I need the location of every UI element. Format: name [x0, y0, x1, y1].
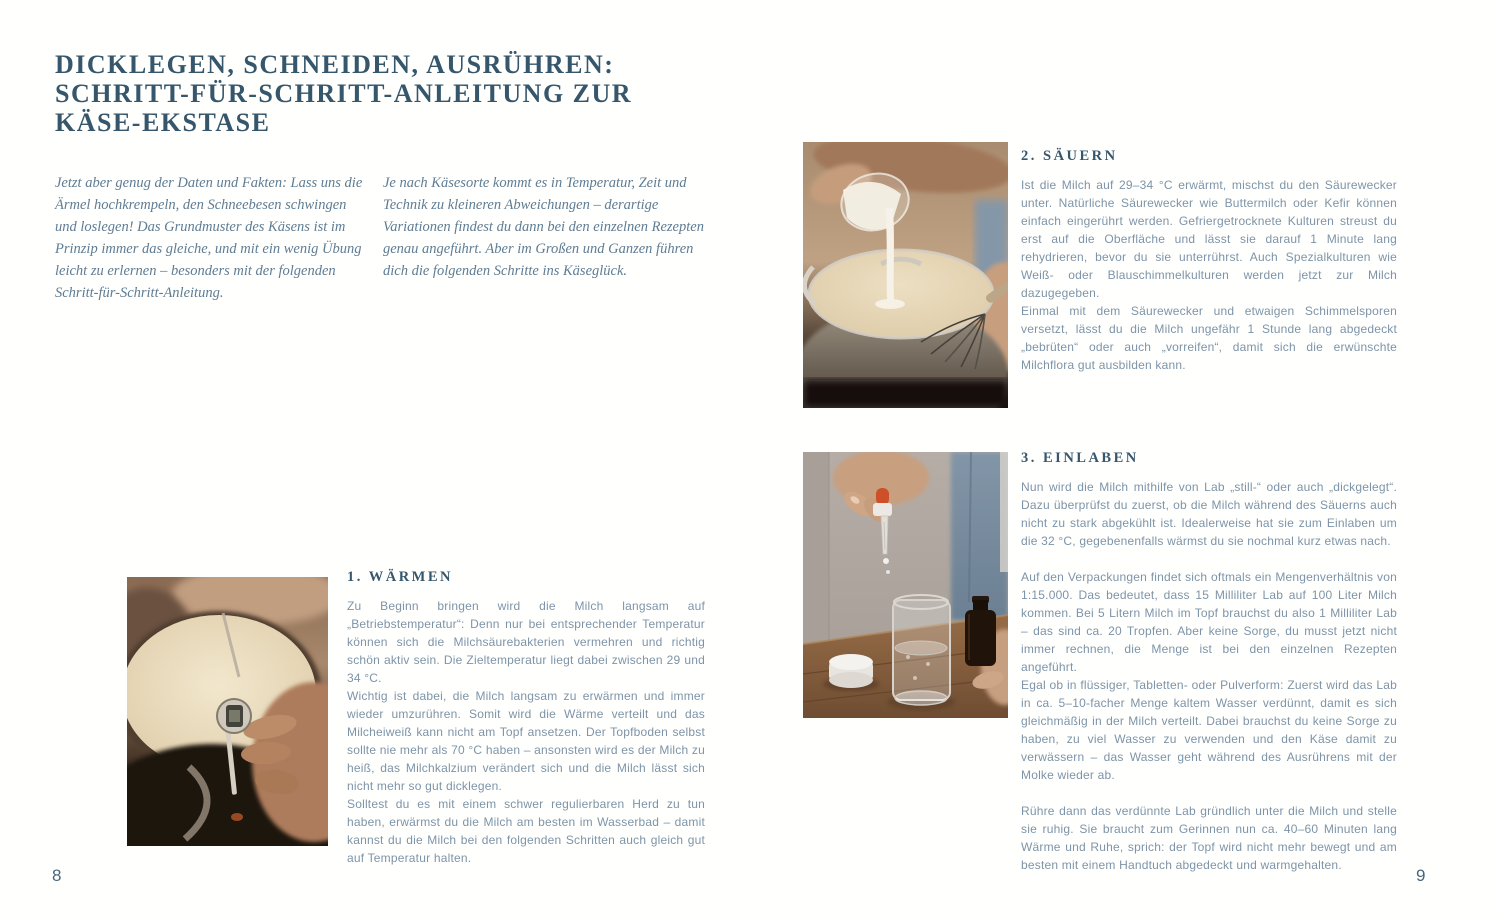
section-body-saeuern [1021, 176, 1397, 374]
section-heading-einlaben: 3. EINLABEN [1021, 450, 1139, 466]
page-title [55, 50, 632, 137]
page-title-line-1: DICKLEGEN, SCHNEIDEN, AUSRÜHREN: [55, 50, 615, 79]
photo-milk-thermometer-art [127, 577, 328, 846]
section-heading-waermen: 1. WÄRMEN [347, 569, 454, 585]
section-body-einlaben [1021, 478, 1397, 874]
paragraph: Solltest du es mit einem schwer regulierbaren Herd zu tun haben, erwärmst du die Milch am besten im Wasserbad – damit kannst du die Milch bei den folgenden Schritten auch gleich gut auf Temperatur halten. [347, 797, 705, 865]
photo-pouring-milk-art [803, 142, 1008, 408]
intro-column-right: Je nach Käsesorte kommt es in Temperatur, Zeit und Technik zu kleineren Abweichungen – derartige Variationen findest du dann bei den einzelnen Rezepten genau angeführt. Aber im Großen und Ganzen führen dich die folgenden Schritte ins Käseglück. [383, 175, 704, 279]
paragraph: Wichtig ist dabei, die Milch langsam zu erwärmen und immer wieder umzurühren. Somit wird die Wärme verteilt und das Milcheiweiß kann nicht am Topf ansetzen. Der Topfboden selbst sollte nie mehr als 70 °C haben – ansonsten wird es der Milch zu heiß, das Milchkalzium verändert sich und die Milch lässt sich nicht mehr so gut dicklegen. [347, 689, 705, 793]
photo-rennet-dropper-art [803, 452, 1008, 718]
paragraph: Nun wird die Milch mithilfe von Lab „still-“ oder auch „dickgelegt“. Dazu überprüfst du zuerst, ob die Milch während des Säuerns auch nicht zu stark abgekühlt ist. Idealerweise hat sie zum Einlaben um die 32 °C, gegebenenfalls wärmst du sie nochmal kurz etwas nach. [1021, 480, 1397, 548]
page-title-line-2: SCHRITT-FÜR-SCHRITT-ANLEITUNG ZUR [55, 79, 633, 108]
paragraph: Auf den Verpackungen findet sich oftmals ein Mengenverhältnis von 1:15.000. Das bedeutet, dass 15 Milliliter Lab auf 100 Liter Milch kommen. Bei 5 Litern Milch im Topf brauchst du also 1 Milliliter Lab – das sind ca. 20 Tropfen. Aber keine Sorge, du musst jetzt nicht immer rechnen, die Menge ist bei den einzelnen Rezepten angeführt. [1021, 570, 1397, 674]
photo-pouring-milk [803, 142, 1008, 408]
section-heading-saeuern: 2. SÄUERN [1021, 148, 1118, 164]
photo-milk-thermometer [127, 577, 328, 846]
photo-rennet-dropper [803, 452, 1008, 718]
paragraph: Egal ob in flüssiger, Tabletten- oder Pulverform: Zuerst wird das Lab in ca. 5–10-facher Menge kaltem Wasser verdünnt, damit es sich gleichmäßig in der Milch verteilt. Dabei brauchst du keine Sorge zu haben, zu viel Wasser zu verwenden und den Käse damit zu verwässern – das Wasser geht während des Ausrührens mit der Molke wieder ab. [1021, 678, 1397, 782]
section-body-waermen [347, 597, 705, 867]
page-number-left: 8 [52, 866, 62, 885]
paragraph: Zu Beginn bringen wird die Milch langsam auf „Betriebstemperatur“: Denn nur bei entsprechender Temperatur können sich die Milchsäurebakterien vermehren und richtig schön aktiv sein. Die Zieltemperatur liegt dabei zwischen 29 und 34 °C. [347, 599, 705, 685]
intro-column-left: Jetzt aber genug der Daten und Fakten: Lass uns die Ärmel hochkrempeln, den Schneebesen schwingen und loslegen! Das Grundmuster des Käsens ist im Prinzip immer das gleiche, und mit ein wenig Übung leicht zu erlernen – besonders mit der folgenden Schritt-für-Schritt-Anleitung. [55, 175, 363, 301]
paragraph: Rühre dann das verdünnte Lab gründlich unter die Milch und stelle sie ruhig. Sie braucht zum Gerinnen nun ca. 40–60 Minuten lang Wärme und Ruhe, sprich: der Topf wird nicht mehr bewegt und am besten mit einem Handtuch abgedeckt und warmgehalten. [1021, 804, 1397, 872]
paragraph: Einmal mit dem Säurewecker und etwaigen Schimmelsporen versetzt, lässt du die Milch ungefähr 1 Stunde lang abgedeckt „bebrüten“ oder auch „vorreifen“, damit sich die erwünschte Milchflora gut ausbilden kann. [1021, 304, 1397, 372]
page-number-right: 9 [1416, 866, 1426, 885]
paragraph: Ist die Milch auf 29–34 °C erwärmt, mischst du den Säurewecker unter. Natürliche Säurewecker wie Buttermilch oder Kefir können einfach eingerührt werden. Gefriergetrocknete Kulturen streust du erst auf die Oberfläche und lässt sie darauf 1 Minute lang rehydrieren, bevor du sie unterrührst. Auch Spezialkulturen wie Weiß- oder Blauschimmelkulturen werden jetzt zur Milch dazugegeben. [1021, 178, 1397, 300]
page-title-line-3: KÄSE-EKSTASE [55, 108, 271, 137]
